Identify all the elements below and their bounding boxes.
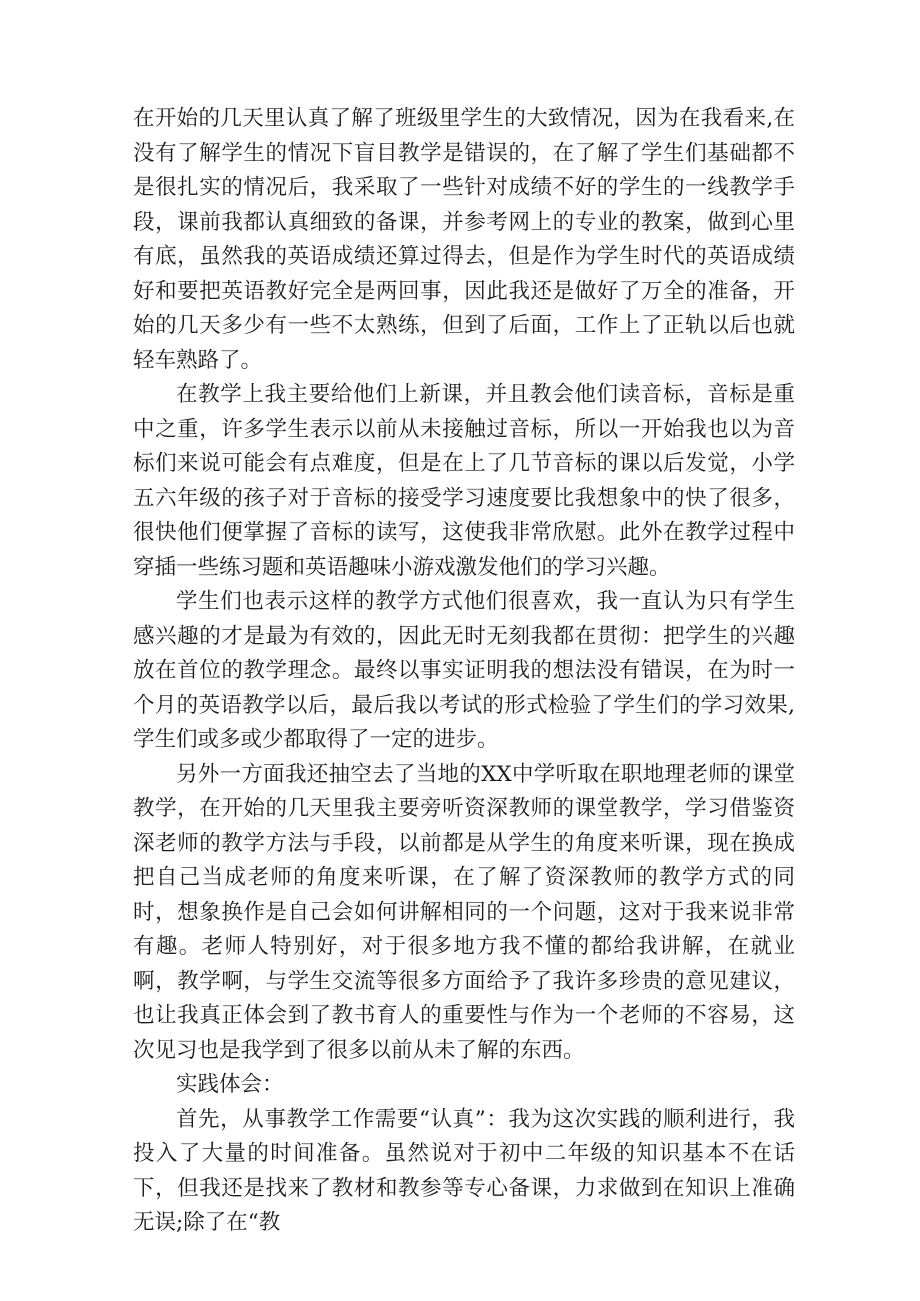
document-body xyxy=(133,102,795,1241)
paragraph-5: 首先，从事教学工作需要“认真”：我为这次实践的顺利进行，我投入了大量的时间准备。虽然说对于初中二年级的知识基本不在话下，但我还是找来了教材和教参等专心备课，力求做到在知识上准确无误;除了在“教 xyxy=(133,1106,795,1235)
section-heading-practice: 实践体会： xyxy=(176,1072,284,1097)
paragraph-4: 另外一方面我还抽空去了当地的XX中学听取在职地理老师的课堂教学，在开始的几天里我主要旁听资深教师的课堂教学，学习借鉴资深老师的教学方法与手段，以前都是从学生的角度来听课，现在换成把自己当成老师的角度来听课，在了解了资深教师的教学方式的同时，想象换作是自己会如何讲解相同的一个问题，这对于我来说非常有趣。老师人特别好，对于很多地方我不懂的都给我讲解，在就业啊，教学啊，与学生交流等很多方面给予了我许多珍贵的意见建议，也让我真正体会到了教书育人的重要性与作为一个老师的不容易，这次见习也是我学到了很多以前从未了解的东西。 xyxy=(133,761,795,1063)
paragraph-1: 在开始的几天里认真了解了班级里学生的大致情况，因为在我看来,在没有了解学生的情况下盲目教学是错误的，在了解了学生们基础都不是很扎实的情况后，我采取了一些针对成绩不好的学生的一线教学手段，课前我都认真细致的备课，并参考网上的专业的教案，做到心里有底，虽然我的英语成绩还算过得去，但是作为学生时代的英语成绩好和要把英语教好完全是两回事，因此我还是做好了万全的准备，开始的几天多少有一些不太熟练，但到了后面，工作上了正轨以后也就轻车熟路了。 xyxy=(133,106,795,373)
paragraph-3: 学生们也表示这样的教学方式他们很喜欢，我一直认为只有学生感兴趣的才是最为有效的，因此无时无刻我都在贯彻：把学生的兴趣放在首位的教学理念。最终以事实证明我的想法没有错误，在为时一个月的英语教学以后，最后我以考试的形式检验了学生们的学习效果,学生们或多或少都取得了一定的进步。 xyxy=(133,589,795,752)
paragraph-2: 在教学上我主要给他们上新课，并且教会他们读音标，音标是重中之重，许多学生表示以前从未接触过音标，所以一开始我也以为音标们来说可能会有点难度，但是在上了几节音标的课以后发觉，小学五六年级的孩子对于音标的接受学习速度要比我想象中的快了很多，很快他们便掌握了音标的读写，这使我非常欣慰。此外在教学过程中穿插一些练习题和英语趣味小游戏激发他们的学习兴趣。 xyxy=(133,382,795,580)
